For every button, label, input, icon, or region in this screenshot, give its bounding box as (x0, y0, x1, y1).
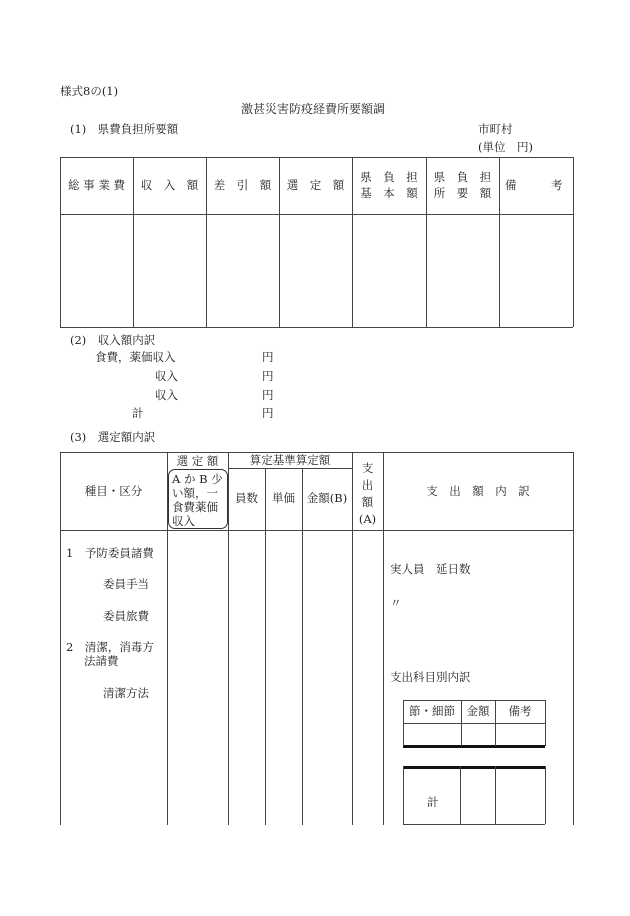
col-count: 員数 (235, 491, 258, 505)
income-label: 食費，薬価収入 (95, 350, 176, 364)
col-standard: 算定基準算定額 (249, 453, 331, 467)
yen: 円 (262, 406, 274, 420)
col-pref-base-1: 県 負 担 (360, 170, 418, 184)
yen: 円 (262, 369, 274, 383)
unit-label: (単位 円) (478, 140, 533, 154)
form-number: 様式8の(1) (60, 84, 119, 98)
col-category: 種目・区分 (84, 484, 143, 498)
yen: 円 (262, 388, 274, 402)
col-remarks: 備 考 (505, 178, 563, 192)
col-total-cost: 総 事 業 費 (68, 178, 125, 192)
col-pref-required-2: 所 要 額 (433, 186, 492, 200)
col-unit-price: 単価 (272, 491, 295, 505)
item: 委員手当 (103, 577, 149, 591)
col-pref-base-2: 基 本 額 (360, 186, 418, 200)
col-breakdown: 支 出 額 内 訳 (426, 484, 530, 498)
item: 法請費 (84, 654, 119, 668)
income-label: 収入 (155, 388, 178, 402)
section1-heading: (1) 県費負担所要額 (70, 122, 179, 136)
breakdown-text: 〃 (390, 596, 402, 610)
item: 委員旅費 (103, 609, 149, 623)
sub-col-amount: 金額 (466, 704, 490, 718)
income-total-label: 計 (132, 406, 144, 420)
income-label: 収入 (155, 369, 178, 383)
col-selected: 選 定 額 (176, 454, 219, 468)
col-selected: 選 定 額 (286, 178, 345, 192)
sub-col-remarks: 備考 (508, 704, 532, 718)
municipality-label: 市町村 (478, 122, 513, 136)
col-pref-required-1: 県 負 担 (433, 170, 492, 184)
col-difference: 差 引 額 (213, 178, 272, 192)
col-expenditure: 支 出 額 (A) (358, 461, 377, 526)
col-amount-b: 金額(B) (306, 491, 348, 505)
item: 2 清潔，消毒方 (66, 640, 154, 654)
section3-heading: (3) 選定額内訳 (70, 430, 156, 444)
sub-total-label: 計 (427, 795, 439, 809)
col-income: 収 入 額 (140, 178, 199, 192)
yen: 円 (262, 350, 274, 364)
sub-col-section: 節・細節 (409, 704, 455, 718)
item: 1 予防委員諸費 (66, 546, 154, 560)
document-title: 激甚災害防疫経費所要額調 (241, 102, 386, 116)
selected-note: A か B 少 い額，一 食費薬価 収入 (172, 472, 223, 528)
breakdown-text: 支出科目別内訳 (390, 670, 471, 684)
item: 清潔方法 (103, 686, 149, 700)
section2-heading: (2) 収入額内訳 (70, 333, 156, 347)
breakdown-text: 実人員 延日数 (390, 562, 471, 576)
